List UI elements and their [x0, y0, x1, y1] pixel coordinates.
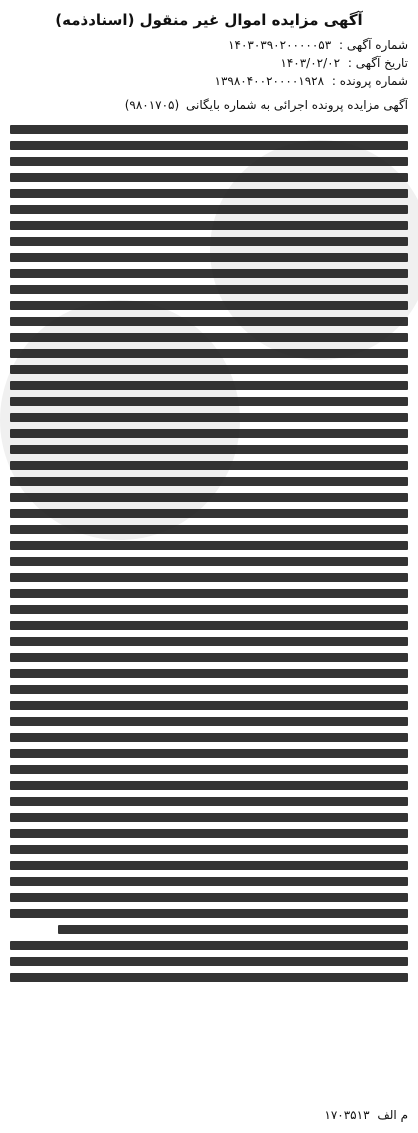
text-line — [10, 349, 408, 358]
text-line — [10, 429, 408, 438]
text-line — [10, 221, 408, 230]
text-line — [10, 541, 408, 550]
text-line — [10, 765, 408, 774]
text-line — [10, 717, 408, 726]
text-line — [10, 701, 408, 710]
text-line — [10, 525, 408, 534]
text-line — [10, 877, 408, 886]
text-line — [10, 653, 408, 662]
meta-label: تاریخ آگهی : — [347, 56, 408, 70]
text-line — [10, 637, 408, 646]
text-line — [10, 461, 408, 470]
meta-row — [10, 54, 408, 72]
text-line — [10, 669, 408, 678]
text-line — [10, 301, 408, 310]
meta-row — [10, 36, 408, 54]
text-line — [10, 941, 408, 950]
text-line — [10, 861, 408, 870]
text-line — [10, 237, 408, 246]
text-line — [10, 253, 408, 262]
text-line — [10, 893, 408, 902]
text-line — [10, 269, 408, 278]
text-line — [10, 125, 408, 134]
footer-value: ۱۷۰۳۵۱۳ — [324, 1108, 370, 1122]
text-line — [10, 141, 408, 150]
text-line — [10, 605, 408, 614]
text-line — [10, 173, 408, 182]
footer-label: م الف — [377, 1108, 408, 1122]
text-line — [10, 797, 408, 806]
text-line — [10, 285, 408, 294]
text-line — [10, 557, 408, 566]
meta-value: ۱۴۰۳/۰۲/۰۲ — [280, 56, 341, 70]
text-line — [10, 909, 408, 918]
text-line — [10, 365, 408, 374]
text-line — [10, 157, 408, 166]
text-line — [10, 573, 408, 582]
text-line — [10, 333, 408, 342]
text-line — [10, 957, 408, 966]
text-line — [10, 973, 408, 982]
meta-value: ۱۴۰۳۰۳۹۰۲۰۰۰۰۰۵۳ — [228, 38, 332, 52]
meta-label: شماره پرونده : — [331, 74, 408, 88]
text-line — [10, 189, 408, 198]
text-line — [10, 445, 408, 454]
text-line — [10, 685, 408, 694]
text-line — [10, 413, 408, 422]
text-line — [10, 589, 408, 598]
notice-footer — [324, 1107, 408, 1123]
notice-meta-list — [10, 36, 408, 90]
text-line — [10, 205, 408, 214]
text-line — [58, 925, 408, 934]
text-line — [10, 749, 408, 758]
notice-intro — [10, 96, 408, 114]
text-line — [10, 397, 408, 406]
notice-title: آگهی مزایده اموال غیر منقول (اسنادذمه) — [55, 11, 363, 29]
notice-body-text — [10, 118, 408, 988]
meta-label: شماره آگهی : — [339, 38, 408, 52]
text-line — [10, 781, 408, 790]
text-line — [10, 621, 408, 630]
text-line — [10, 493, 408, 502]
meta-value: ۱۳۹۸۰۴۰۰۲۰۰۰۰۱۹۲۸ — [214, 74, 325, 88]
text-line — [10, 381, 408, 390]
text-line — [10, 317, 408, 326]
intro-text: آگهی مزایده پرونده اجرائی به شماره بایگانی — [186, 98, 408, 112]
text-line — [10, 829, 408, 838]
text-line — [10, 509, 408, 518]
text-line — [10, 845, 408, 854]
text-line — [10, 733, 408, 742]
text-line — [10, 813, 408, 822]
archive-number: (۹۸۰۱۷۰۵) — [124, 98, 180, 112]
text-line — [10, 477, 408, 486]
meta-row — [10, 72, 408, 90]
